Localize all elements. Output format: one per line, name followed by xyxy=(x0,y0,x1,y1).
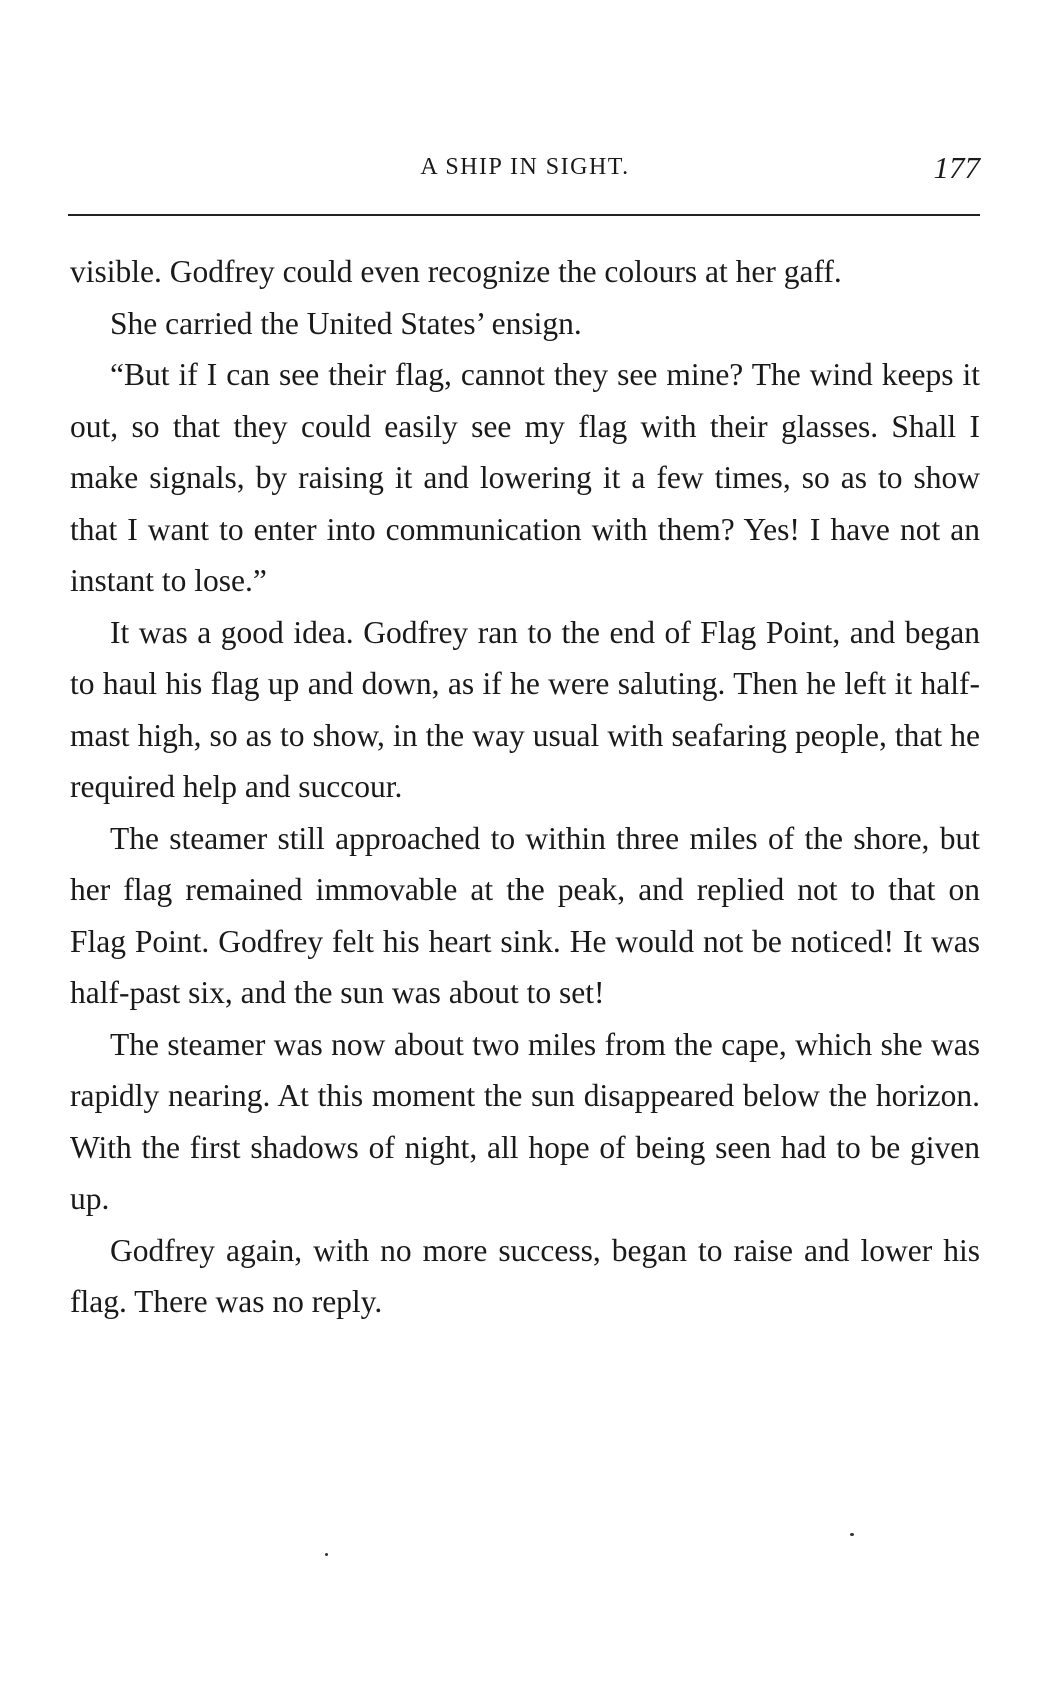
paragraph: “But if I can see their flag, cannot they see mine? The wind keeps it out, so that they could easily see my flag with their glasses. Shall I make signals, by raising it and lowering it a few times, so as to show that I want to enter into communication with them? Yes! I have not an instant to lose.” xyxy=(70,357,980,598)
paragraph: It was a good idea. Godfrey ran to the end of Flag Point, and began to haul his flag up and down, as if he were saluting. Then he left it half-mast high, so as to show, in the way usual with seafaring people, that he required help and succour. xyxy=(70,614,980,804)
paragraph: She carried the United States’ ensign. xyxy=(110,305,582,341)
paragraph: The steamer was now about two miles from the cape, which she was rapidly nearing. At this moment the sun disappeared below the horizon. With the first shadows of night, all hope of being seen had to be given up. xyxy=(70,1026,980,1216)
page-number: 177 xyxy=(933,150,980,185)
header-rule xyxy=(68,214,980,216)
print-speck xyxy=(850,1533,854,1536)
print-speck xyxy=(325,1553,328,1556)
paragraph: The steamer still approached to within three miles of the shore, but her flag remained immovable at the peak, and replied not to that on Flag Point. Godfrey felt his heart sink. He would not be noticed! It was half-past six, and the sun was about to set! xyxy=(70,820,980,1010)
body-text xyxy=(70,246,980,1328)
paragraph: visible. Godfrey could even recognize the colours at her gaff. xyxy=(70,254,842,289)
paragraph: Godfrey again, with no more success, began to raise and lower his flag. There was no reply. xyxy=(70,1232,980,1319)
running-title: A SHIP IN SIGHT. xyxy=(420,154,630,180)
running-head xyxy=(70,150,980,190)
